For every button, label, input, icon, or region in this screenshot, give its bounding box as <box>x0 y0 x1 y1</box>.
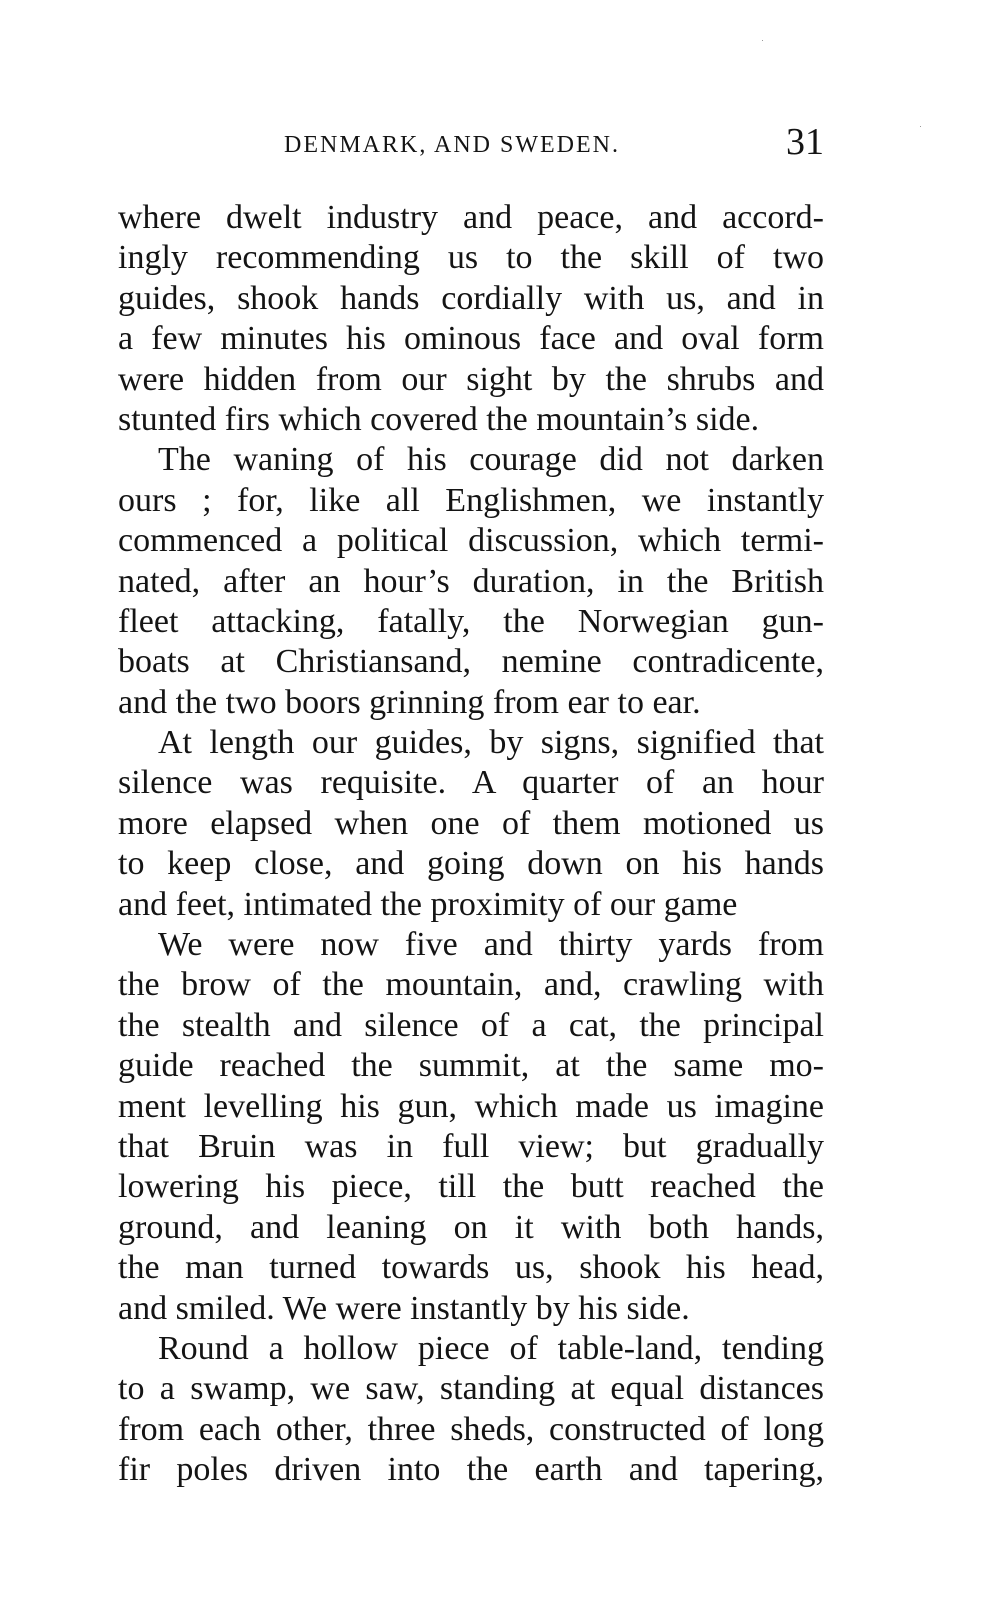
text-line: ground, and leaning on it with both hands, <box>118 1208 824 1246</box>
paragraph-start-line: The waning of his courage did not darken <box>158 441 824 479</box>
text-line: and smiled. We were instantly by his side. <box>118 1289 690 1327</box>
text-line: guides, shook hands cordially with us, and in <box>118 279 824 317</box>
text-line: and the two boors grinning from ear to ear. <box>118 683 701 721</box>
running-title: DENMARK, AND SWEDEN. <box>284 132 620 158</box>
text-line: were hidden from our sight by the shrubs and <box>118 360 824 398</box>
running-header <box>118 120 824 170</box>
page-number: 31 <box>786 121 824 163</box>
text-line: guide reached the summit, at the same mo- <box>118 1047 824 1085</box>
paragraph-start-line: We were now five and thirty yards from <box>158 926 824 964</box>
text-line: the man turned towards us, shook his head, <box>118 1249 824 1287</box>
paragraph-start-line: At length our guides, by signs, signified that <box>158 724 824 762</box>
text-line: the brow of the mountain, and, crawling with <box>118 966 824 1004</box>
text-line: where dwelt industry and peace, and accord- <box>118 199 824 236</box>
text-line: commenced a political discussion, which termi- <box>118 522 824 560</box>
text-line: ours ; for, like all Englishmen, we instantly <box>118 481 824 519</box>
text-line: boats at Christiansand, nemine contradicente, <box>118 643 824 681</box>
text-line: a few minutes his ominous face and oval form <box>118 320 824 358</box>
text-line: more elapsed when one of them motioned us <box>118 804 824 842</box>
body-text <box>118 198 824 1491</box>
text-line: and feet, intimated the proximity of our game <box>118 885 738 923</box>
text-line: to a swamp, we saw, standing at equal distances <box>118 1370 824 1408</box>
text-line: lowering his piece, till the butt reached the <box>118 1168 824 1206</box>
text-line: that Bruin was in full view; but gradually <box>118 1127 824 1165</box>
text-line: nated, after an hour’s duration, in the British <box>118 562 824 600</box>
paragraph-start-line: Round a hollow piece of table-land, tending <box>158 1329 824 1367</box>
text-line: ment levelling his gun, which made us imagine <box>118 1087 824 1125</box>
text-line: fleet attacking, fatally, the Norwegian gun- <box>118 602 824 640</box>
scan-speck <box>920 126 921 127</box>
text-line: to keep close, and going down on his hands <box>118 845 824 883</box>
text-line: stunted firs which covered the mountain’s side. <box>118 400 760 438</box>
text-line: silence was requisite. A quarter of an hour <box>118 764 824 802</box>
text-line: ingly recommending us to the skill of two <box>118 239 824 277</box>
text-line: from each other, three sheds, constructed of long <box>118 1410 824 1448</box>
scan-speck <box>762 40 763 41</box>
text-line: the stealth and silence of a cat, the principal <box>118 1006 824 1044</box>
text-line: fir poles driven into the earth and tapering, <box>118 1451 824 1489</box>
